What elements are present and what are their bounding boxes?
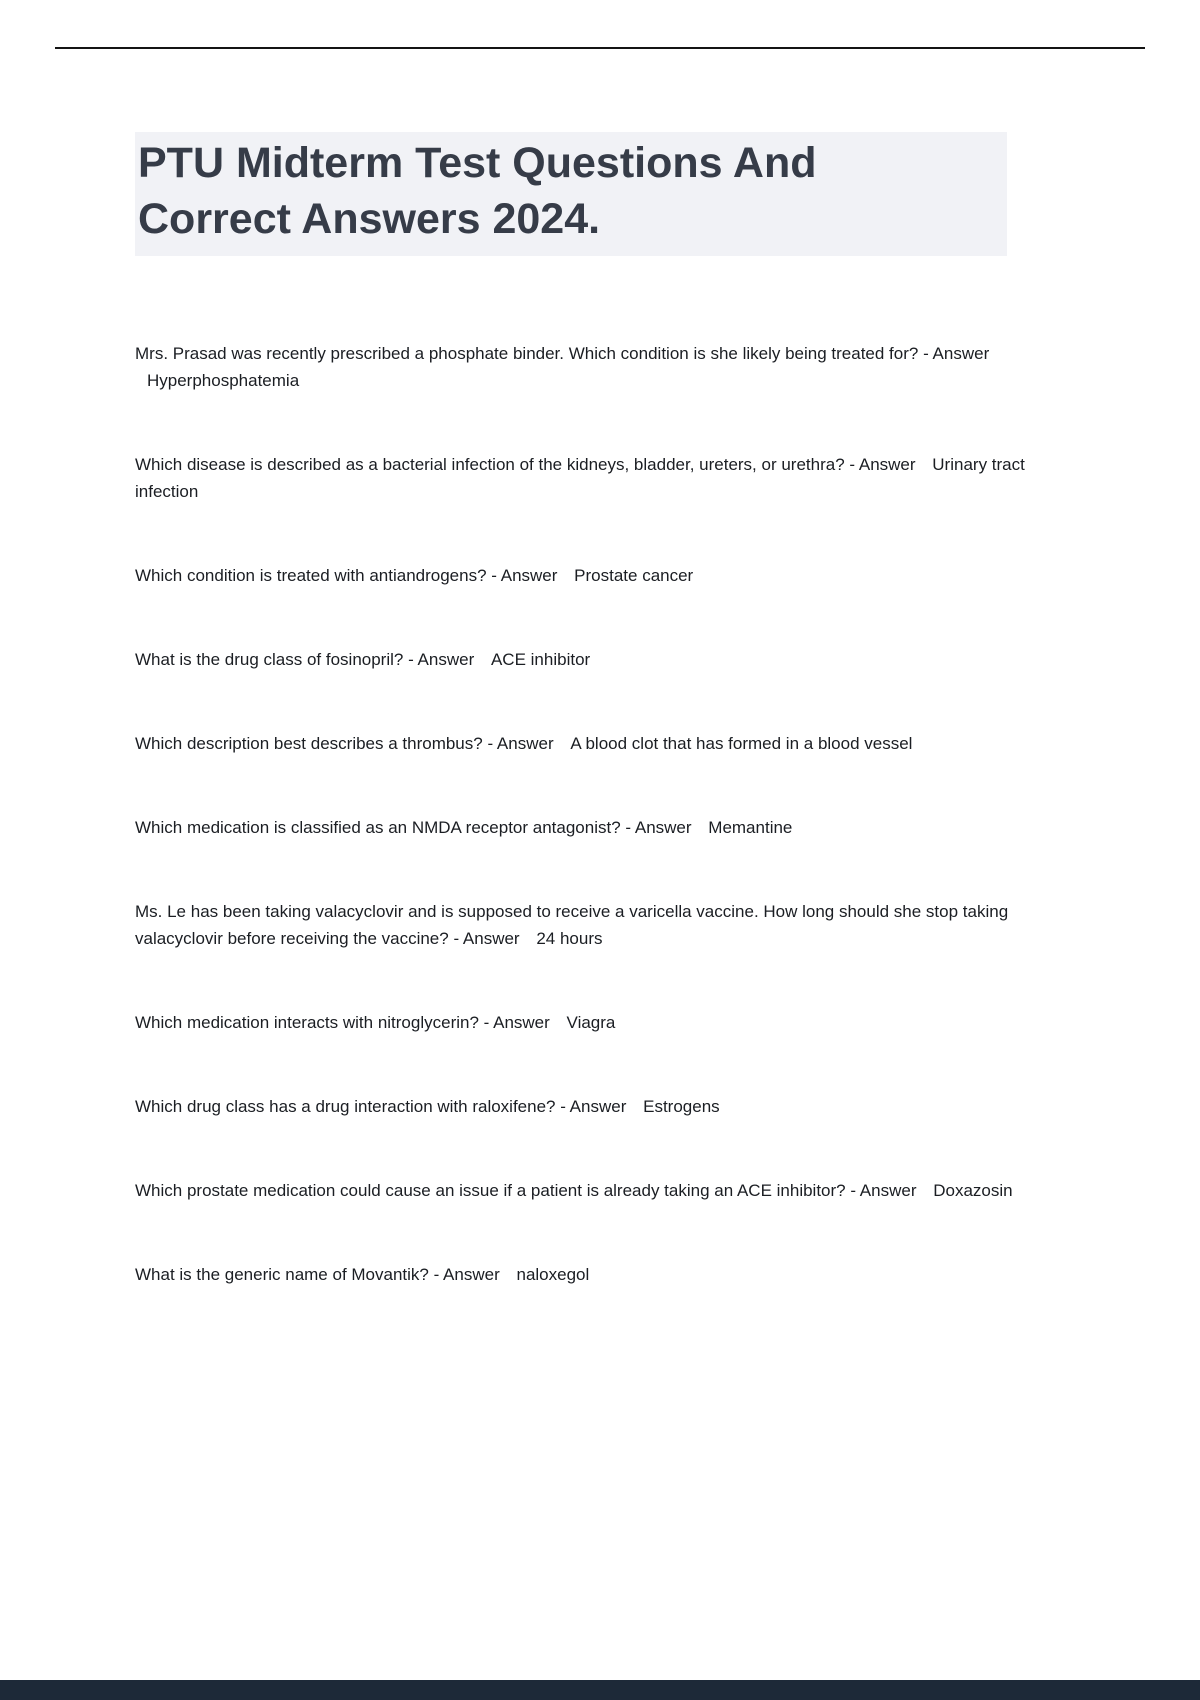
answer-text: ACE inhibitor xyxy=(490,649,591,669)
question-text: Which prostate medication could cause an issue if a patient is already taking an ACE inhibitor? xyxy=(135,1180,846,1200)
answer-label: - Answer xyxy=(560,1096,627,1116)
answer-label: - Answer xyxy=(849,454,916,474)
document-content xyxy=(135,132,1065,1345)
answer-text: Viagra xyxy=(566,1012,616,1032)
qa-item xyxy=(135,814,1065,841)
answer-text: Prostate cancer xyxy=(574,565,694,585)
question-text: Which medication is classified as an NMDA receptor antagonist? xyxy=(135,817,621,837)
qa-item xyxy=(135,1177,1065,1204)
question-text: Which condition is treated with antiandrogens? xyxy=(135,565,487,585)
answer-text: Estrogens xyxy=(643,1096,720,1116)
answer-label: - Answer xyxy=(923,343,990,363)
answer-label: - Answer xyxy=(408,649,475,669)
answer-label: - Answer xyxy=(491,565,558,585)
question-text: Which description best describes a thrombus? xyxy=(135,733,483,753)
page-title-line1: PTU Midterm Test Questions And xyxy=(138,139,817,187)
answer-text: naloxegol xyxy=(516,1264,590,1284)
answer-text: 24 hours xyxy=(536,928,603,948)
answer-label: - Answer xyxy=(625,817,692,837)
question-text: Ms. Le has been taking valacyclovir and is supposed to receive a varicella vaccine. How long should she stop taking valacyclovir before receiving the vaccine? xyxy=(135,901,1009,948)
answer-label: - Answer xyxy=(453,928,520,948)
question-text: What is the drug class of fosinopril? xyxy=(135,649,404,669)
page-title xyxy=(135,132,1007,256)
qa-list xyxy=(135,340,1065,1288)
qa-item xyxy=(135,730,1065,757)
answer-text: Doxazosin xyxy=(933,1180,1013,1200)
question-text: Which disease is described as a bacterial infection of the kidneys, bladder, ureters, or urethra? xyxy=(135,454,845,474)
answer-text: Memantine xyxy=(708,817,793,837)
question-text: What is the generic name of Movantik? xyxy=(135,1264,429,1284)
qa-item xyxy=(135,1093,1065,1120)
answer-text: Hyperphosphatemia xyxy=(147,370,300,390)
answer-label: - Answer xyxy=(487,733,554,753)
qa-item xyxy=(135,562,1065,589)
question-text: Mrs. Prasad was recently prescribed a phosphate binder. Which condition is she likely being treated for? xyxy=(135,343,919,363)
answer-label: - Answer xyxy=(433,1264,500,1284)
question-text: Which drug class has a drug interaction with raloxifene? xyxy=(135,1096,556,1116)
header-rule xyxy=(55,47,1145,49)
answer-label: - Answer xyxy=(483,1012,550,1032)
qa-item xyxy=(135,1009,1065,1036)
qa-item xyxy=(135,451,1065,505)
qa-item xyxy=(135,646,1065,673)
qa-item xyxy=(135,1261,1065,1288)
page-title-line2: Correct Answers 2024. xyxy=(138,194,601,243)
footer-bar xyxy=(0,1680,1200,1700)
question-text: Which medication interacts with nitroglycerin? xyxy=(135,1012,479,1032)
answer-label: - Answer xyxy=(850,1180,917,1200)
qa-item xyxy=(135,898,1065,952)
answer-text: A blood clot that has formed in a blood vessel xyxy=(570,733,913,753)
qa-item xyxy=(135,340,1065,394)
answer-text: Urinary tract infection xyxy=(135,454,1025,501)
